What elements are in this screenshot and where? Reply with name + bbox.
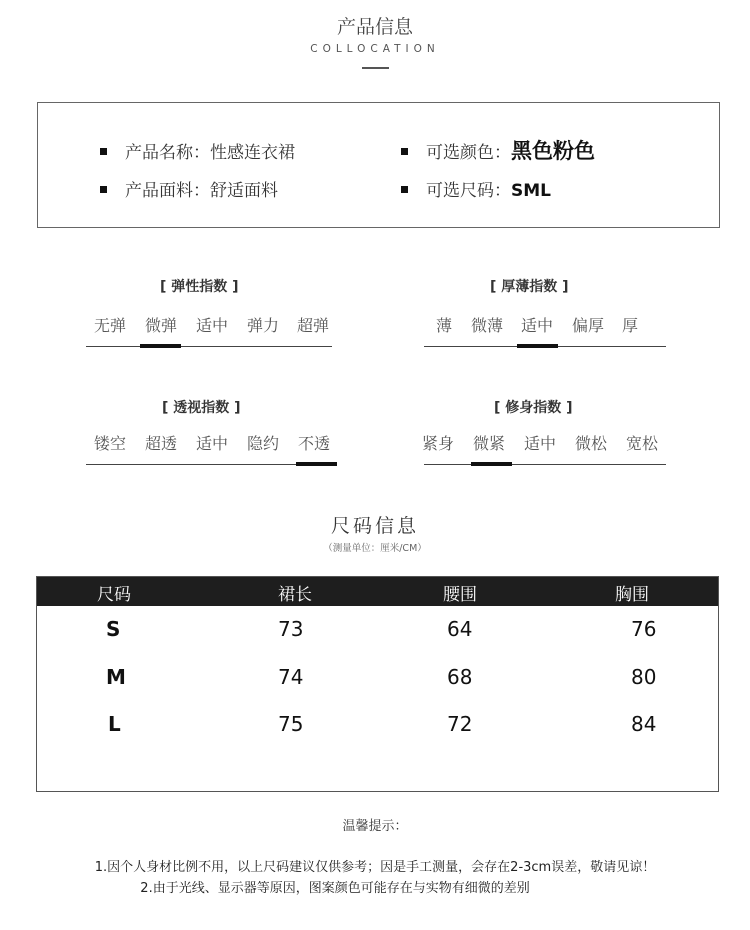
tip-line-2: 2.由于光线、显示器等原因，图案颜色可能存在与实物有细微的差别 [140,881,530,896]
product-color-label: 可选颜色： [426,143,511,163]
table-cell: 84 [631,712,657,736]
elasticity-option: 无弹 [94,316,127,335]
elasticity-option: 微弹 [145,316,178,335]
table-cell: 64 [447,617,473,641]
elasticity-option: 适中 [196,316,229,335]
thickness-option: 薄 [436,316,453,335]
table-cell: 80 [631,665,657,689]
tip-line-1: 1.因个人身材比例不用，以上尺码建议仅供参考；因是手工测量，会存在2-3cm误差，敬请见谅！ [94,860,656,875]
header-cell-waist: 腰围 [443,585,477,605]
header-cell-size: 尺码 [97,585,131,605]
page-subtitle: COLLOCATION [310,43,440,55]
table-cell: 68 [447,665,473,689]
table-cell: 76 [631,617,657,641]
transparency-option: 超透 [145,434,178,453]
size-info-unit: （测量单位：厘米/CM） [323,543,427,554]
product-name-item [100,138,295,163]
elasticity-index-title: [ 弹性指数 ] [160,279,239,295]
fit-option: 紧身 [422,434,455,453]
fit-index-title: [ 修身指数 ] [494,400,573,416]
transparency-option: 隐约 [247,434,280,453]
fit-scale-line [424,464,666,465]
thickness-option: 偏厚 [572,316,605,335]
transparency-selected-marker [296,462,337,466]
product-size-item [401,176,551,201]
thickness-selected-marker [517,344,558,348]
product-fabric-item [100,176,278,201]
product-fabric-value: 舒适面料 [210,181,278,201]
transparency-index-title: [ 透视指数 ] [162,400,241,416]
page-title: 产品信息 [336,16,413,38]
product-name-label: 产品名称： [125,143,210,163]
table-cell: M [106,665,126,689]
header-cell-bust: 胸围 [615,585,649,605]
thickness-index-title: [ 厚薄指数 ] [490,279,569,295]
table-cell: 73 [278,617,304,641]
fit-selected-marker [471,462,512,466]
bullet-icon [401,186,408,193]
elasticity-selected-marker [140,344,181,348]
product-size-label: 可选尺码： [426,181,511,201]
table-cell: L [108,712,121,736]
transparency-option: 适中 [196,434,229,453]
bullet-icon [401,148,408,155]
elasticity-option: 弹力 [247,316,280,335]
bullet-icon [100,148,107,155]
bullet-icon [100,186,107,193]
transparency-option: 不透 [298,434,331,453]
fit-option: 宽松 [626,434,659,453]
transparency-option: 镂空 [94,434,127,453]
table-cell: 72 [447,712,473,736]
product-size-value: SML [511,181,551,201]
thickness-option: 适中 [521,316,554,335]
tips-title: 温馨提示： [342,819,408,834]
table-cell: 74 [278,665,304,689]
table-cell: S [106,617,121,641]
product-info-box [37,102,720,228]
product-color-value: 黑色粉色 [511,139,595,163]
size-table-header [37,577,718,606]
thickness-option: 微薄 [471,316,504,335]
fit-option: 微紧 [473,434,506,453]
thickness-option: 厚 [622,316,639,335]
product-color-item [401,135,595,165]
elasticity-option: 超弹 [297,316,330,335]
product-fabric-label: 产品面料： [125,181,210,201]
size-table [36,576,719,792]
title-divider [362,67,389,69]
fit-option: 适中 [524,434,557,453]
size-info-title: 尺码信息 [330,515,419,537]
header-cell-length: 裙长 [278,585,312,605]
elasticity-scale-line [86,346,332,347]
product-name-value: 性感连衣裙 [210,143,295,163]
table-cell: 75 [278,712,304,736]
fit-option: 微松 [575,434,608,453]
